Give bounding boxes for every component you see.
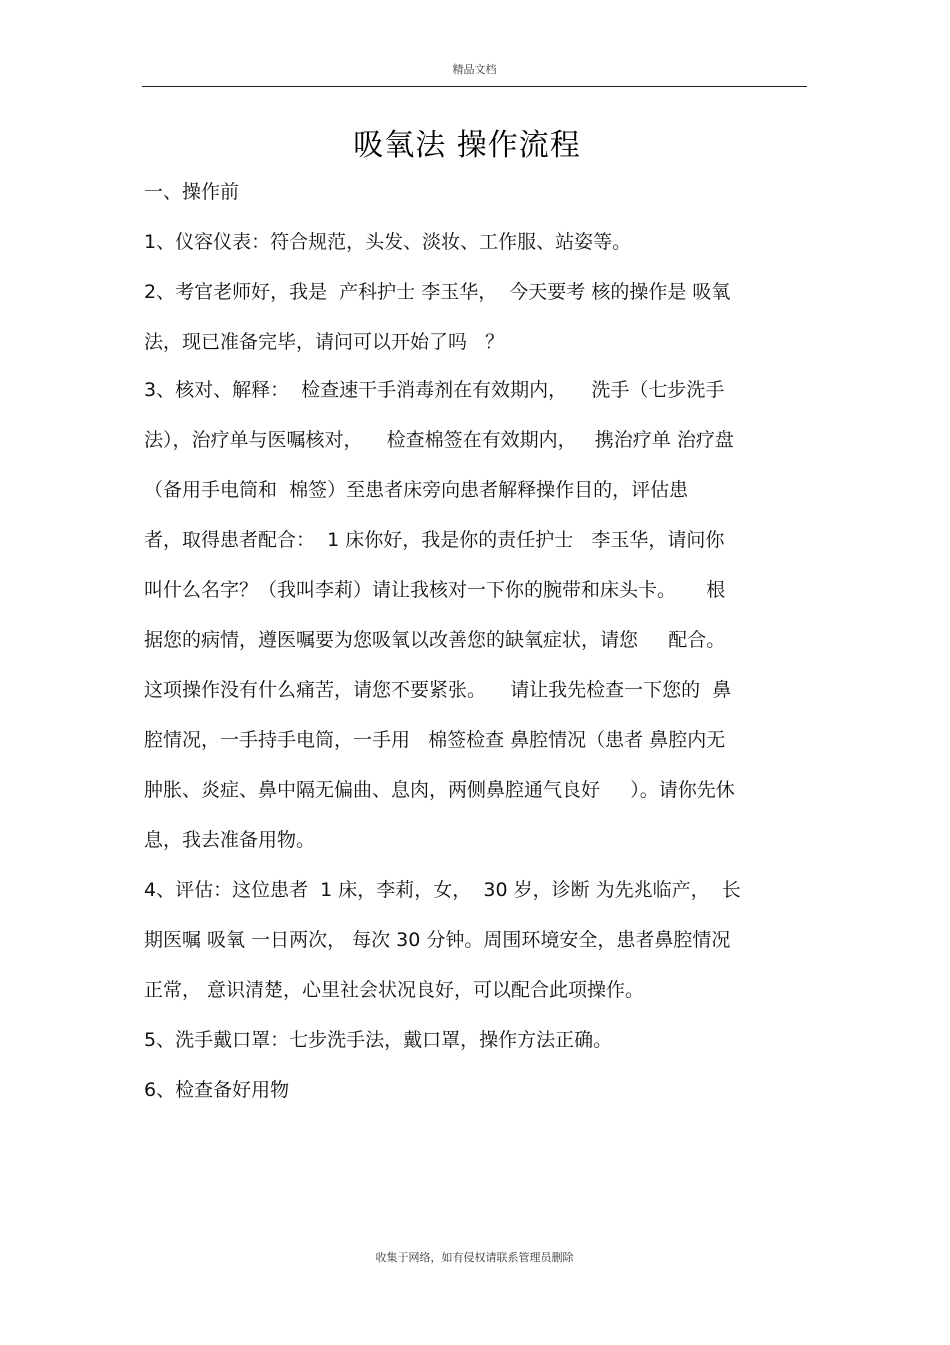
paragraph-line: 据您的病情，遵医嘱要为您吸氧以改善您的缺氧症状，请您 配合。	[144, 629, 726, 651]
page-header: 精品文档	[452, 63, 497, 76]
paragraph-line: 者，取得患者配合： 1 床你好，我是你的责任护士 李玉华，请问你	[144, 529, 725, 551]
document-title: 吸氧法 操作流程	[353, 128, 581, 163]
paragraph-line: 4、评估：这位患者 1 床，李莉，女， 30 岁，诊断 为先兆临产， 长	[144, 879, 741, 901]
paragraph-line: 6、检查备好用物	[144, 1079, 290, 1101]
section-heading-before-operation: 一、操作前	[144, 181, 240, 203]
paragraph-line: 肿胀、炎症、鼻中隔无偏曲、息肉，两侧鼻腔通气良好 ）。请你先休	[144, 779, 735, 801]
paragraph-line: 息，我去准备用物。	[144, 829, 316, 851]
page-footer: 收集于网络，如有侵权请联系管理员删除	[375, 1251, 574, 1264]
paragraph-line: 2、考官老师好，我是 产科护士 李玉华， 今天要考 核的操作是 吸氧	[144, 281, 731, 303]
paragraph-line: 1、仪容仪表：符合规范，头发、淡妆、工作服、站姿等。	[144, 231, 632, 253]
paragraph-line: 3、核对、解释： 检查速干手消毒剂在有效期内， 洗手（七步洗手	[144, 379, 725, 401]
paragraph-line: 5、洗手戴口罩：七步洗手法，戴口罩，操作方法正确。	[144, 1029, 613, 1051]
paragraph-line: （备用手电筒和 棉签）至患者床旁向患者解释操作目的，评估患	[144, 479, 689, 501]
paragraph-line: 期医嘱 吸氧 一日两次， 每次 30 分钟。周围环境安全，患者鼻腔情况	[144, 929, 731, 951]
paragraph-line: 这项操作没有什么痛苦，请您不要紧张。 请让我先检查一下您的 鼻	[144, 679, 732, 701]
paragraph-line: 法，现已准备完毕，请问可以开始了吗 ？	[144, 331, 505, 353]
paragraph-line: 法），治疗单与医嘱核对， 检查棉签在有效期内， 携治疗单 治疗盘	[144, 429, 734, 451]
paragraph-line: 腔情况，一手持手电筒，一手用 棉签检查 鼻腔情况（患者 鼻腔内无	[144, 729, 726, 751]
header-divider	[142, 86, 807, 87]
paragraph-line: 叫什么名字？（我叫李莉）请让我核对一下你的腕带和床头卡。 根	[144, 579, 726, 601]
paragraph-line: 正常， 意识清楚，心里社会状况良好，可以配合此项操作。	[144, 979, 645, 1001]
